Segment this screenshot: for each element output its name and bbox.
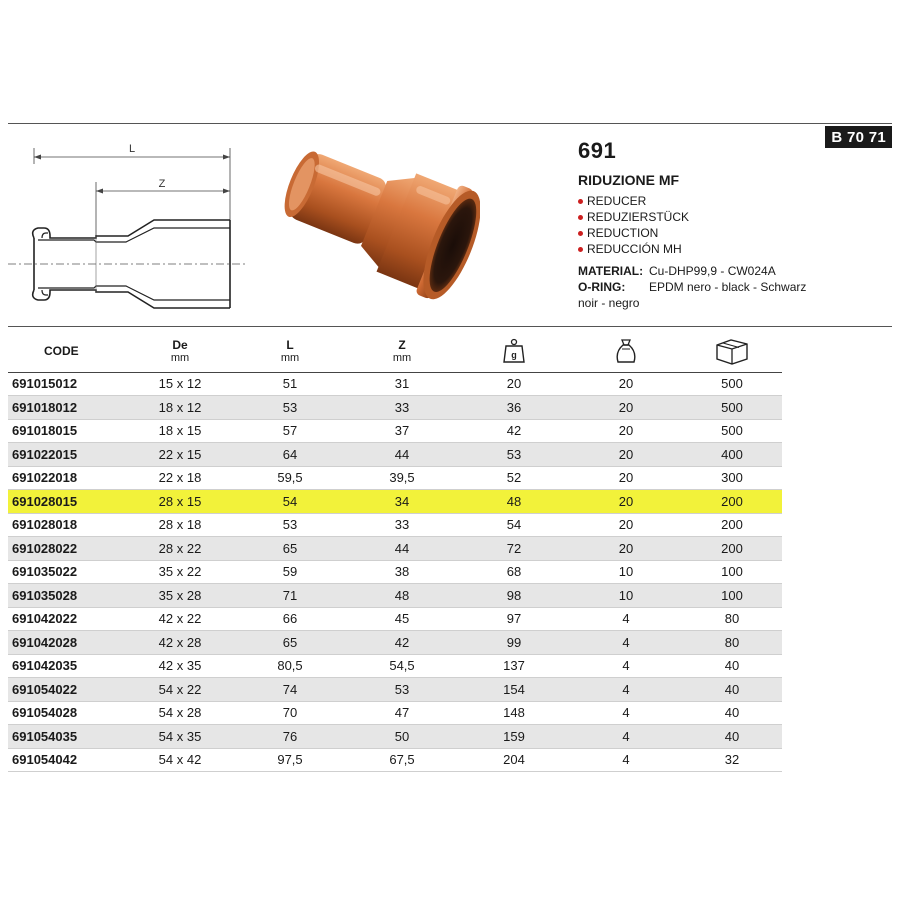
cell-l: 59 bbox=[234, 560, 346, 584]
cell-bag: 4 bbox=[570, 725, 682, 749]
cell-box: 40 bbox=[682, 654, 782, 678]
cell-box: 80 bbox=[682, 607, 782, 631]
cell-box: 80 bbox=[682, 631, 782, 655]
cell-z: 33 bbox=[346, 513, 458, 537]
cell-bag: 20 bbox=[570, 537, 682, 561]
cell-bag: 4 bbox=[570, 748, 682, 772]
cell-code: 691042028 bbox=[8, 631, 126, 655]
cell-de: 35 x 22 bbox=[126, 560, 234, 584]
oring-spec bbox=[578, 279, 888, 295]
table-row bbox=[8, 513, 782, 537]
cell-box: 200 bbox=[682, 537, 782, 561]
cell-code: 691035022 bbox=[8, 560, 126, 584]
cell-z: 39,5 bbox=[346, 466, 458, 490]
bullet-icon bbox=[578, 231, 583, 236]
cell-code: 691042022 bbox=[8, 607, 126, 631]
cell-l: 57 bbox=[234, 419, 346, 443]
header-bag bbox=[570, 330, 682, 372]
cell-z: 44 bbox=[346, 443, 458, 467]
cell-g: 36 bbox=[458, 396, 570, 420]
box-icon bbox=[715, 337, 749, 365]
cell-z: 31 bbox=[346, 372, 458, 396]
material-label: MATERIAL: bbox=[578, 264, 644, 278]
cell-de: 18 x 12 bbox=[126, 396, 234, 420]
cell-z: 47 bbox=[346, 701, 458, 725]
cell-bag: 20 bbox=[570, 466, 682, 490]
cell-box: 400 bbox=[682, 443, 782, 467]
table-row bbox=[8, 607, 782, 631]
technical-drawing bbox=[8, 140, 248, 320]
cell-g: 42 bbox=[458, 419, 570, 443]
cell-z: 33 bbox=[346, 396, 458, 420]
cell-de: 22 x 18 bbox=[126, 466, 234, 490]
cell-bag: 4 bbox=[570, 607, 682, 631]
cell-g: 99 bbox=[458, 631, 570, 655]
product-number: 691 bbox=[578, 138, 617, 163]
header-de: De mm bbox=[170, 337, 190, 364]
cell-l: 65 bbox=[234, 537, 346, 561]
cell-bag: 20 bbox=[570, 419, 682, 443]
oring-label: O-RING: bbox=[578, 280, 626, 294]
cell-bag: 20 bbox=[570, 513, 682, 537]
table-header-row bbox=[8, 330, 782, 372]
cell-de: 28 x 22 bbox=[126, 537, 234, 561]
cell-de: 54 x 22 bbox=[126, 678, 234, 702]
cell-de: 54 x 42 bbox=[126, 748, 234, 772]
cell-de: 28 x 15 bbox=[126, 490, 234, 514]
cell-g: 204 bbox=[458, 748, 570, 772]
cell-code: 691018015 bbox=[8, 419, 126, 443]
cell-de: 54 x 28 bbox=[126, 701, 234, 725]
cell-code: 691018012 bbox=[8, 396, 126, 420]
cell-box: 40 bbox=[682, 701, 782, 725]
cell-l: 74 bbox=[234, 678, 346, 702]
oring-value-2: noir - negro bbox=[578, 296, 640, 310]
cell-code: 691028022 bbox=[8, 537, 126, 561]
material-spec bbox=[578, 263, 888, 279]
table-row bbox=[8, 490, 782, 514]
cell-code: 691054028 bbox=[8, 701, 126, 725]
translation-item: REDUCER bbox=[578, 193, 888, 209]
cell-bag: 20 bbox=[570, 396, 682, 420]
cell-de: 22 x 15 bbox=[126, 443, 234, 467]
table-row bbox=[8, 419, 782, 443]
cell-g: 159 bbox=[458, 725, 570, 749]
bullet-icon bbox=[578, 247, 583, 252]
table-row bbox=[8, 584, 782, 608]
cell-l: 54 bbox=[234, 490, 346, 514]
table-row bbox=[8, 560, 782, 584]
product-title: RIDUZIONE MF bbox=[578, 172, 680, 188]
cell-de: 42 x 35 bbox=[126, 654, 234, 678]
table-row bbox=[8, 701, 782, 725]
cell-box: 200 bbox=[682, 513, 782, 537]
table-row bbox=[8, 443, 782, 467]
table-row bbox=[8, 678, 782, 702]
cell-bag: 4 bbox=[570, 631, 682, 655]
svg-text:g: g bbox=[511, 349, 517, 360]
cell-l: 76 bbox=[234, 725, 346, 749]
cell-g: 48 bbox=[458, 490, 570, 514]
bullet-icon bbox=[578, 215, 583, 220]
cell-box: 100 bbox=[682, 584, 782, 608]
cell-box: 500 bbox=[682, 396, 782, 420]
cell-de: 54 x 35 bbox=[126, 725, 234, 749]
cell-bag: 4 bbox=[570, 654, 682, 678]
cell-z: 37 bbox=[346, 419, 458, 443]
cell-z: 50 bbox=[346, 725, 458, 749]
header-z: Z mm bbox=[392, 337, 412, 364]
cell-z: 53 bbox=[346, 678, 458, 702]
cell-bag: 4 bbox=[570, 678, 682, 702]
cell-g: 98 bbox=[458, 584, 570, 608]
cell-g: 53 bbox=[458, 443, 570, 467]
cell-code: 691054022 bbox=[8, 678, 126, 702]
cell-l: 97,5 bbox=[234, 748, 346, 772]
bullet-icon bbox=[578, 199, 583, 204]
cell-code: 691054042 bbox=[8, 748, 126, 772]
header-weight bbox=[458, 330, 570, 372]
cell-box: 300 bbox=[682, 466, 782, 490]
cell-code: 691028018 bbox=[8, 513, 126, 537]
cell-l: 70 bbox=[234, 701, 346, 725]
oring-value-1: EPDM nero - black - Schwarz bbox=[649, 280, 807, 294]
dim-L-label: L bbox=[128, 143, 136, 155]
cell-z: 54,5 bbox=[346, 654, 458, 678]
header-box bbox=[682, 330, 782, 372]
cell-box: 500 bbox=[682, 372, 782, 396]
translation-item: REDUCTION bbox=[578, 225, 888, 241]
top-divider bbox=[8, 123, 892, 124]
cell-code: 691054035 bbox=[8, 725, 126, 749]
cell-z: 48 bbox=[346, 584, 458, 608]
product-info bbox=[578, 138, 888, 311]
cell-z: 34 bbox=[346, 490, 458, 514]
table-body bbox=[8, 372, 782, 772]
cell-z: 38 bbox=[346, 560, 458, 584]
cell-de: 18 x 15 bbox=[126, 419, 234, 443]
cell-code: 691028015 bbox=[8, 490, 126, 514]
cell-code: 691022018 bbox=[8, 466, 126, 490]
cell-de: 28 x 18 bbox=[126, 513, 234, 537]
table-row bbox=[8, 725, 782, 749]
table-row bbox=[8, 372, 782, 396]
cell-l: 53 bbox=[234, 513, 346, 537]
cell-l: 51 bbox=[234, 372, 346, 396]
cell-l: 64 bbox=[234, 443, 346, 467]
oring-spec-cont bbox=[578, 295, 888, 311]
cell-g: 154 bbox=[458, 678, 570, 702]
product-photo bbox=[270, 140, 480, 320]
table-row bbox=[8, 631, 782, 655]
cell-l: 80,5 bbox=[234, 654, 346, 678]
cell-box: 500 bbox=[682, 419, 782, 443]
cell-g: 54 bbox=[458, 513, 570, 537]
table-row bbox=[8, 396, 782, 420]
cell-box: 40 bbox=[682, 678, 782, 702]
cell-bag: 20 bbox=[570, 490, 682, 514]
table-row bbox=[8, 748, 782, 772]
cell-code: 691042035 bbox=[8, 654, 126, 678]
cell-z: 67,5 bbox=[346, 748, 458, 772]
cell-de: 42 x 28 bbox=[126, 631, 234, 655]
table-row bbox=[8, 537, 782, 561]
cell-g: 20 bbox=[458, 372, 570, 396]
cell-bag: 10 bbox=[570, 584, 682, 608]
cell-g: 148 bbox=[458, 701, 570, 725]
cell-de: 35 x 28 bbox=[126, 584, 234, 608]
cell-z: 44 bbox=[346, 537, 458, 561]
cell-box: 100 bbox=[682, 560, 782, 584]
cell-l: 65 bbox=[234, 631, 346, 655]
translation-item: REDUZIERSTÜCK bbox=[578, 209, 888, 225]
cell-bag: 4 bbox=[570, 701, 682, 725]
header-code: CODE bbox=[44, 343, 79, 358]
bag-icon bbox=[615, 338, 637, 364]
cell-bag: 20 bbox=[570, 372, 682, 396]
cell-code: 691035028 bbox=[8, 584, 126, 608]
cell-g: 72 bbox=[458, 537, 570, 561]
cell-l: 59,5 bbox=[234, 466, 346, 490]
cell-g: 97 bbox=[458, 607, 570, 631]
cell-bag: 10 bbox=[570, 560, 682, 584]
cell-code: 691022015 bbox=[8, 443, 126, 467]
page-code-badge: B 70 71 bbox=[825, 126, 892, 148]
cell-box: 32 bbox=[682, 748, 782, 772]
header-l: L mm bbox=[280, 337, 300, 364]
cell-l: 71 bbox=[234, 584, 346, 608]
cell-box: 200 bbox=[682, 490, 782, 514]
translation-item: REDUCCIÓN MH bbox=[578, 241, 888, 257]
table-row bbox=[8, 466, 782, 490]
cell-de: 42 x 22 bbox=[126, 607, 234, 631]
dim-Z-label: Z bbox=[158, 178, 166, 190]
cell-de: 15 x 12 bbox=[126, 372, 234, 396]
cell-g: 68 bbox=[458, 560, 570, 584]
product-table bbox=[8, 330, 782, 772]
translation-list bbox=[578, 193, 888, 257]
cell-z: 45 bbox=[346, 607, 458, 631]
cell-l: 53 bbox=[234, 396, 346, 420]
cell-code: 691015012 bbox=[8, 372, 126, 396]
table-divider bbox=[8, 326, 892, 327]
cell-g: 137 bbox=[458, 654, 570, 678]
cell-box: 40 bbox=[682, 725, 782, 749]
cell-l: 66 bbox=[234, 607, 346, 631]
cell-g: 52 bbox=[458, 466, 570, 490]
cell-bag: 20 bbox=[570, 443, 682, 467]
material-value: Cu-DHP99,9 - CW024A bbox=[649, 264, 776, 278]
table-row bbox=[8, 654, 782, 678]
weight-icon bbox=[503, 338, 525, 364]
cell-z: 42 bbox=[346, 631, 458, 655]
